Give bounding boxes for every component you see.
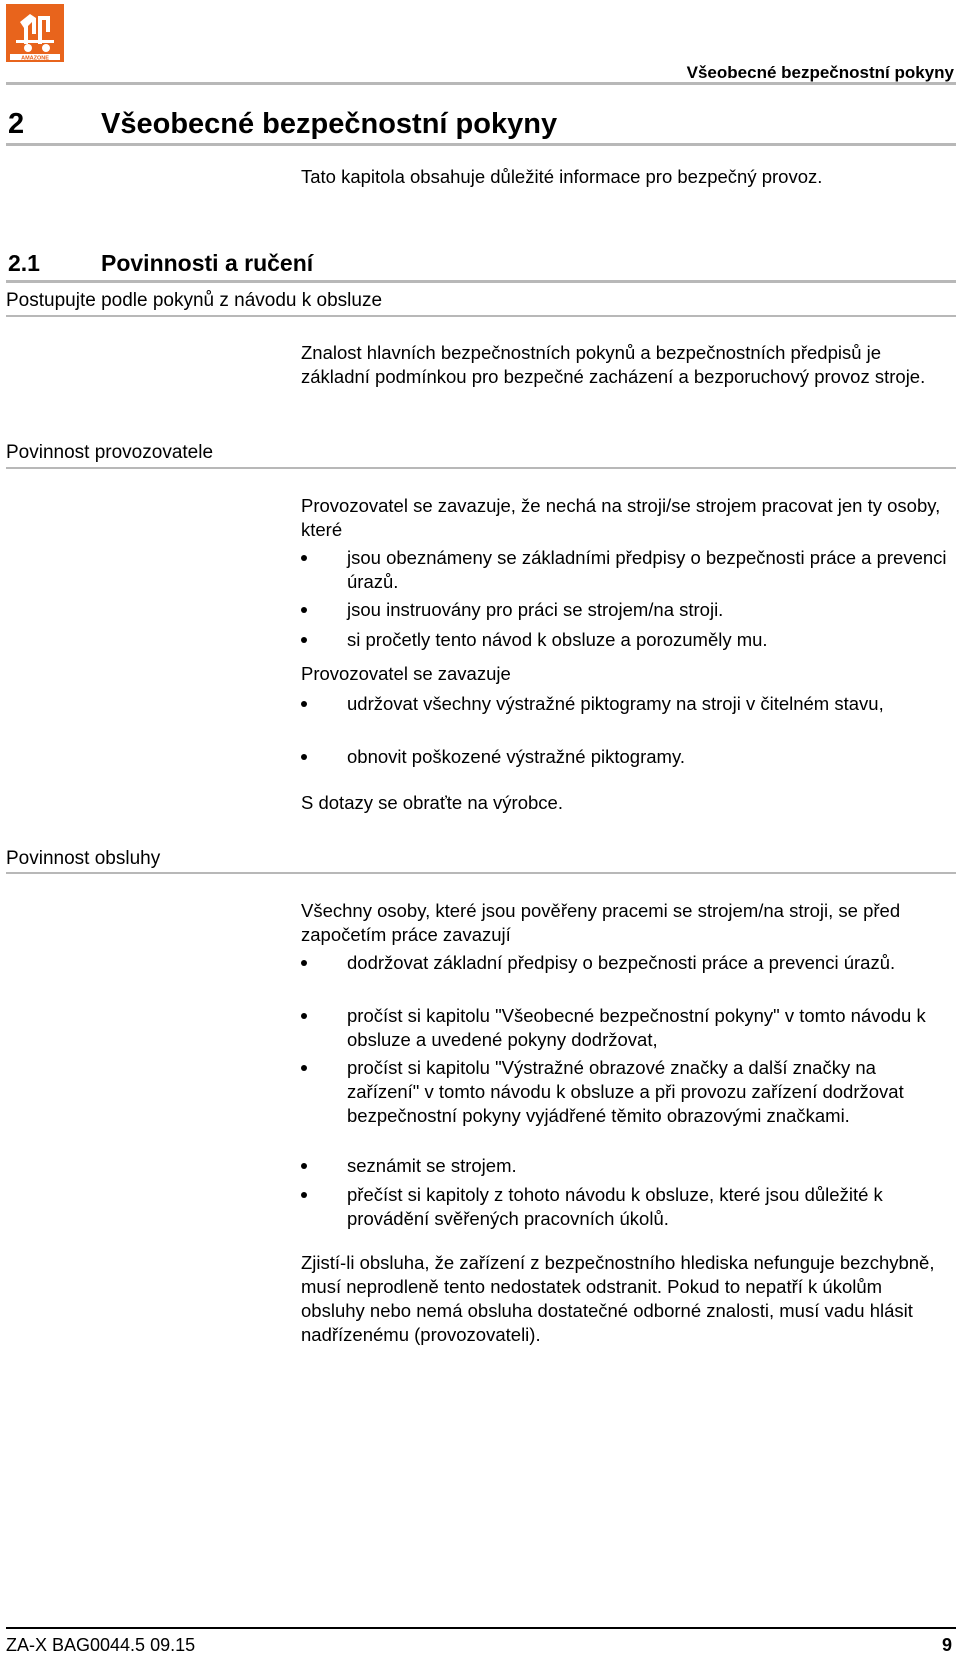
list-item-text: pročíst si kapitolu "Všeobecné bezpečnostní pokyny" v tomto návodu k obsluze a uvedené pokyny dodržovat, [347,1005,926,1050]
list-item-text: přečíst si kapitoly z tohoto návodu k obsluze, které jsou důležité k provádění svěřených pracovních úkolů. [347,1184,883,1229]
bullet-icon [301,1013,307,1019]
bullet-icon [301,1065,307,1071]
bullet-icon [301,754,307,760]
list-item-text: seznámit se strojem. [347,1155,517,1176]
section-title: Povinnosti a ručení [101,250,314,276]
sub-heading-operator: Povinnost provozovatele [6,442,214,463]
list-item-text: udržovat všechny výstražné piktogramy na stroji v čitelném stavu, [347,693,884,714]
running-header: Všeobecné bezpečnostní pokyny [686,63,954,82]
chapter-title: Všeobecné bezpečnostní pokyny [101,108,558,140]
sub-heading-crew: Povinnost obsluhy [6,848,161,869]
bullet-icon [301,555,307,561]
header-divider [6,82,956,85]
sub3-closing: Zjistí-li obsluha, že zařízení z bezpečnostního hlediska nefunguje bezchybně, musí neprodleně tento nedostatek odstranit. Pokud to nepatří k úkolům obsluhy nebo nemá obsluha dostatečné odborné znalosti, musí vadu hlásit nadřízenému (provozovateli). [301,1252,935,1345]
sub1-text: Znalost hlavních bezpečnostních pokynů a bezpečnostních předpisů je základní podmínkou pro bezpečné zacházení a bezporuchový provoz stroje. [301,342,926,387]
amazone-logo-icon [6,4,64,62]
svg-text:AMAZONE: AMAZONE [21,55,49,62]
sub2-intro: Provozovatel se zavazuje, že nechá na stroji/se strojem pracovat jen ty osoby, které [301,495,941,540]
chapter-intro: Tato kapitola obsahuje důležité informace pro bezpečný provoz. [301,166,823,187]
list-item-text: pročíst si kapitolu "Výstražné obrazové značky a další značky na zařízení" v tomto návodu k obsluze a při provozu zařízení dodržovat bezpečnostní pokyny vyjádřené těmito obrazovými značkami. [347,1057,904,1126]
bullet-icon [301,607,307,613]
sub-heading-instructions: Postupujte podle pokynů z návodu k obsluze [6,290,383,311]
sub2-intro2: Provozovatel se zavazuje [301,663,511,684]
footer-doc-id: ZA-X BAG0044.5 09.15 [6,1635,196,1655]
sub1-divider [6,315,956,317]
list-item-text: jsou obeznámeny se základními předpisy o bezpečnosti práce a prevenci úrazů. [347,547,947,592]
sub2-divider [6,467,956,469]
sub3-intro: Všechny osoby, které jsou pověřeny pracemi se strojem/na stroji, se před započetím práce zavazují [301,900,901,945]
sub2-note: S dotazy se obraťte na výrobce. [301,792,563,813]
bullet-icon [301,1192,307,1198]
chapter-divider [6,143,956,146]
bullet-icon [301,701,307,707]
bullet-icon [301,637,307,643]
list-item-text: jsou instruovány pro práci se strojem/na stroji. [347,599,724,620]
page-number: 9 [941,1635,952,1655]
section-number: 2.1 [8,250,40,276]
sub3-divider [6,872,956,874]
footer-divider [6,1627,956,1629]
bullet-icon [301,960,307,966]
chapter-number: 2 [8,108,25,140]
list-item-text: obnovit poškozené výstražné piktogramy. [347,746,685,767]
section-divider [6,280,956,283]
bullet-icon [301,1163,307,1169]
list-item-text: si pročetly tento návod k obsluze a porozuměly mu. [347,629,768,650]
list-item-text: dodržovat základní předpisy o bezpečnosti práce a prevenci úrazů. [347,952,896,973]
